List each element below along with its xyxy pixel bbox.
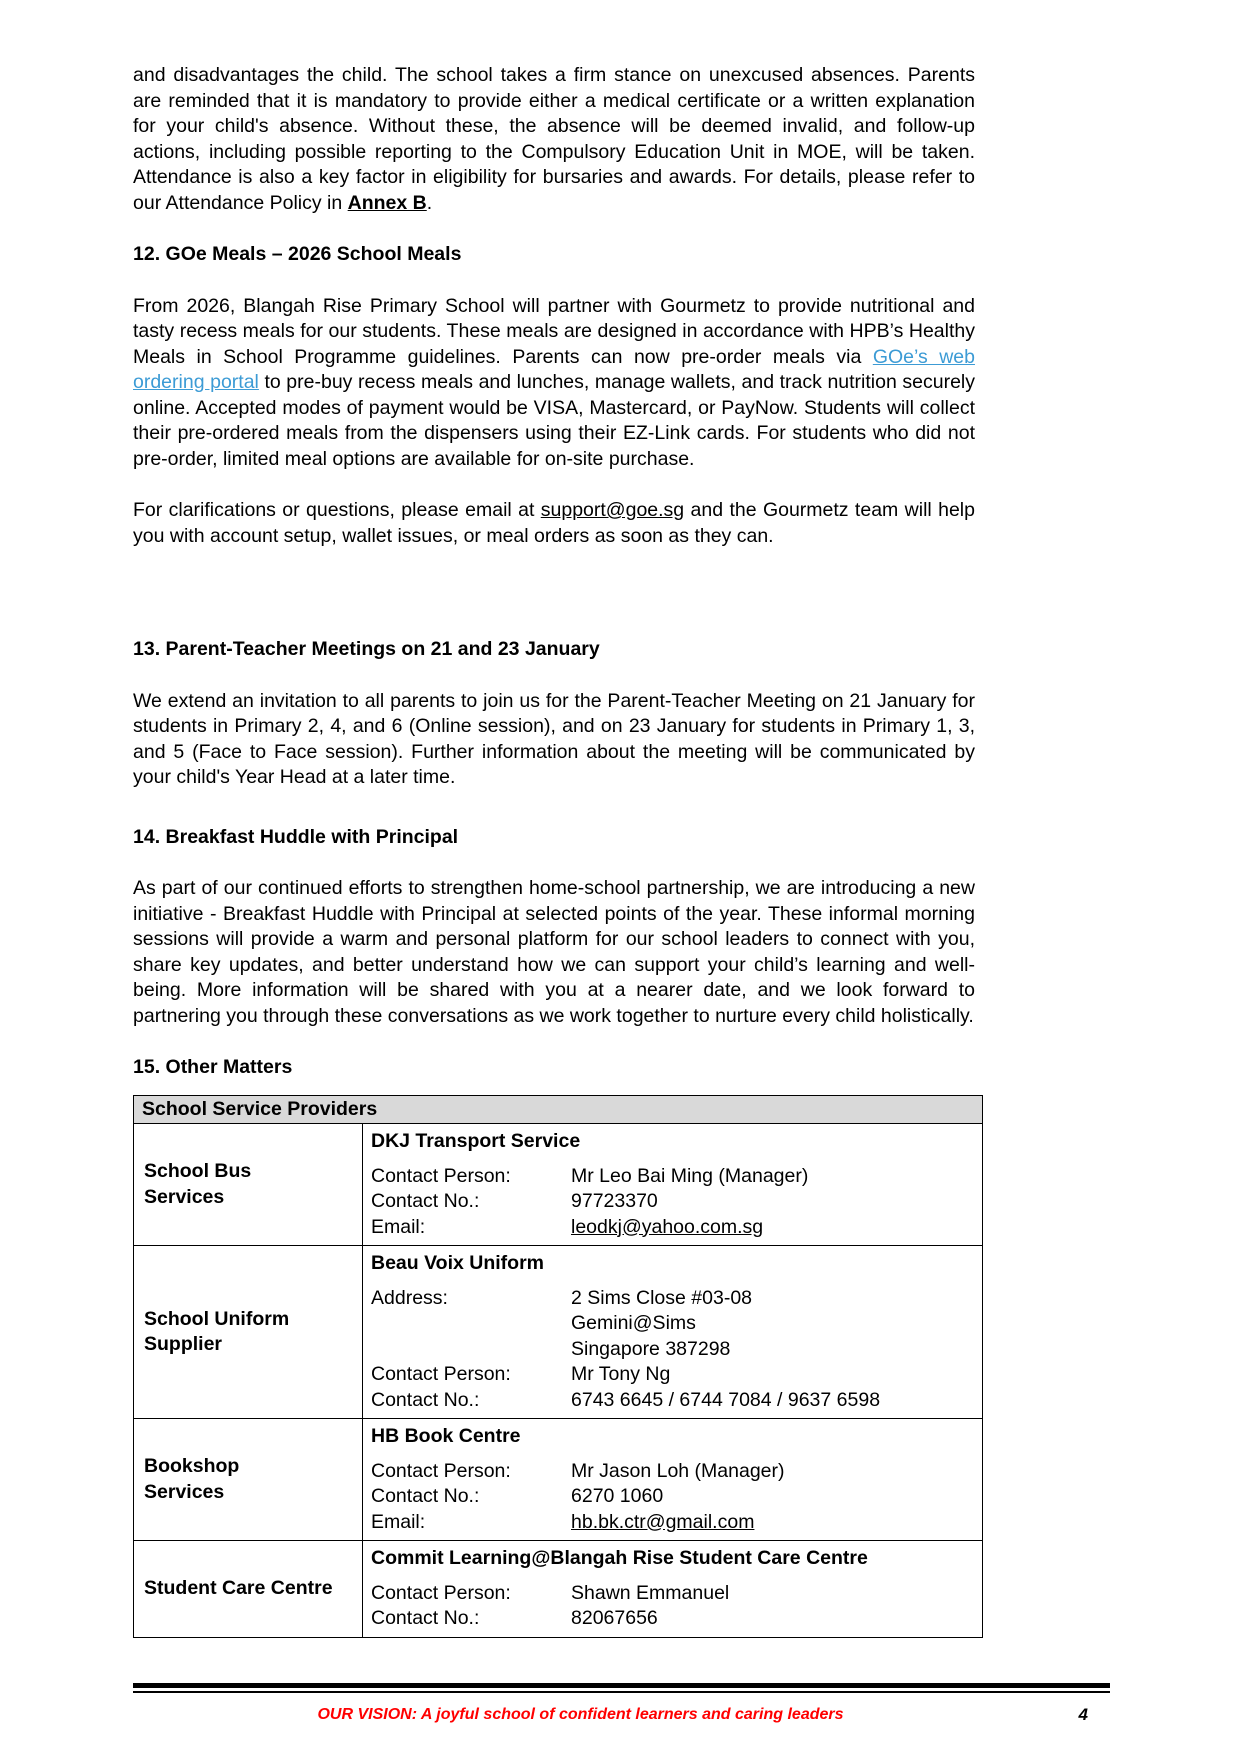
detail-line — [371, 1606, 974, 1632]
provider-name: Commit Learning@Blangah Rise Student Care Centre — [371, 1547, 868, 1569]
service-category-cell: School Uniform Supplier — [134, 1246, 363, 1419]
paragraph-attendance — [133, 63, 975, 216]
table-row — [134, 1419, 983, 1541]
detail-line — [371, 1484, 974, 1510]
provider-name: Beau Voix Uniform — [371, 1252, 544, 1274]
page-content — [133, 63, 975, 1638]
detail-line — [371, 1286, 974, 1363]
detail-line — [371, 1164, 974, 1190]
provider-detail-cell — [363, 1124, 983, 1246]
detail-value: 6270 1060 — [571, 1485, 664, 1507]
table-header-row — [134, 1095, 983, 1124]
detail-value: Mr Jason Loh (Manager) — [571, 1459, 785, 1482]
page-number: 4 — [1078, 1705, 1088, 1724]
detail-label: Contact Person: — [371, 1459, 511, 1482]
provider-email-link[interactable]: leodkj@yahoo.com.sg — [571, 1215, 764, 1238]
detail-value: 97723370 — [571, 1190, 658, 1212]
detail-line — [371, 1388, 974, 1414]
detail-value: Mr Tony Ng — [571, 1363, 671, 1385]
detail-label: Contact Person: — [371, 1164, 511, 1187]
detail-line — [371, 1189, 974, 1215]
detail-line — [371, 1459, 974, 1485]
address-line: Gemini@Sims — [571, 1312, 696, 1334]
footer-rule-thin — [133, 1691, 1110, 1693]
detail-value: Shawn Emmanuel — [571, 1581, 730, 1604]
heading-breakfast-huddle: 14. Breakfast Huddle with Principal — [133, 825, 459, 848]
heading-parent-teacher-meetings: 13. Parent-Teacher Meetings on 21 and 23 January — [133, 638, 600, 660]
detail-value: 6743 6645 / 6744 7084 / 9637 6598 — [571, 1388, 881, 1411]
table-header-cell: School Service Providers — [134, 1095, 983, 1124]
address-line: Singapore 387298 — [571, 1337, 731, 1360]
service-category-cell: Student Care Centre — [134, 1541, 363, 1638]
vision-statement: OUR VISION: A joyful school of confident learners and caring leaders — [317, 1706, 844, 1723]
page-footer — [133, 1683, 1110, 1727]
service-category-cell: School Bus Services — [134, 1124, 363, 1246]
paragraph-parent-teacher-meetings: We extend an invitation to all parents to join us for the Parent-Teacher Meeting on 21 January for students in Primary 2, 4, and 6 (Online session), and on 23 January for students in Primary 1, 3, and 5 (Face to Face session). Further information about the meeting will be communicated by your child's Year Head at a later time. — [133, 689, 975, 788]
detail-value: Mr Leo Bai Ming (Manager) — [571, 1164, 809, 1187]
table-row — [134, 1541, 983, 1638]
paragraph-text: . — [426, 191, 433, 214]
detail-label: Contact No.: — [371, 1190, 480, 1212]
paragraph-text: For clarifications or questions, please email at — [133, 499, 541, 521]
paragraph-goe-meals — [133, 294, 975, 473]
provider-detail-cell — [363, 1246, 983, 1419]
table-row — [134, 1246, 983, 1419]
paragraph-text: From 2026, Blangah Rise Primary School will partner with Gourmetz to provide nutritional and tasty recess meals for our students. These meals are designed in accordance with HPB’s Healthy Meals in School Programme guidelines. Parents can now pre-order meals via — [133, 294, 975, 368]
paragraph-goe-support — [133, 498, 975, 549]
detail-label: Contact No.: — [371, 1607, 480, 1629]
provider-name: DKJ Transport Service — [371, 1130, 581, 1152]
provider-name: HB Book Centre — [371, 1425, 521, 1447]
detail-label: Contact Person: — [371, 1581, 511, 1604]
table-row — [134, 1124, 983, 1246]
paragraph-text: to pre-buy recess meals and lunches, manage wallets, and track nutrition securely online. Accepted modes of payment would be VISA, Mastercard, or PayNow. Students will collect their pre-ordered meals from the dispensers using their EZ-Link cards. For students who did not pre-order, limited meal options are available for on-site purchase. — [133, 371, 975, 470]
provider-detail-cell — [363, 1419, 983, 1541]
detail-label: Contact Person: — [371, 1363, 511, 1385]
heading-other-matters: 15. Other Matters — [133, 1056, 293, 1078]
service-providers-table — [133, 1095, 983, 1638]
detail-value — [571, 1286, 974, 1363]
annex-b-reference: Annex B — [347, 191, 427, 214]
service-category-cell: Bookshop Services — [134, 1419, 363, 1541]
paragraph-text: and the Gourmetz team will help you with account setup, wallet issues, or meal orders as soon as they can. — [133, 499, 975, 547]
heading-goe-meals: 12. GOe Meals – 2026 School Meals — [133, 243, 462, 265]
detail-label: Email: — [371, 1215, 426, 1238]
detail-line — [371, 1362, 974, 1388]
detail-line — [371, 1581, 974, 1607]
goe-web-ordering-portal-link[interactable]: GOe’s web ordering portal — [133, 345, 975, 393]
detail-label: Contact No.: — [371, 1485, 480, 1507]
detail-line — [371, 1510, 974, 1536]
footer-row — [133, 1705, 1110, 1727]
support-email-link[interactable]: support@goe.sg — [540, 499, 685, 521]
provider-email-link[interactable]: hb.bk.ctr@gmail.com — [571, 1510, 755, 1533]
address-line: 2 Sims Close #03-08 — [571, 1286, 753, 1309]
paragraph-text: and disadvantages the child. The school takes a firm stance on unexcused absences. Parents are reminded that it is mandatory to provide either a medical certificate or a written explanation for your child's absence. Without these, the absence will be deemed invalid, and follow-up actions, including possible reporting to the Compulsory Education Unit in MOE, will be taken. Attendance is also a key factor in eligibility for bursaries and awards. For details, please refer to our Attendance Policy in — [133, 64, 975, 214]
detail-value: 82067656 — [571, 1607, 658, 1629]
paragraph-breakfast-huddle: As part of our continued efforts to strengthen home-school partnership, we are introducing a new initiative - Breakfast Huddle with Principal at selected points of the year. These informal morning sessions will provide a warm and personal platform for our school leaders to connect with you, share key updates, and better understand how we can support your child’s learning and well-being. More information will be shared with you at a nearer date, and we look forward to partnering you through these conversations as we work together to nurture every child holistically. — [133, 877, 975, 1027]
detail-label: Contact No.: — [371, 1388, 480, 1411]
detail-line — [371, 1215, 974, 1241]
detail-label: Address: — [371, 1286, 448, 1309]
detail-label: Email: — [371, 1510, 426, 1533]
provider-detail-cell — [363, 1541, 983, 1638]
